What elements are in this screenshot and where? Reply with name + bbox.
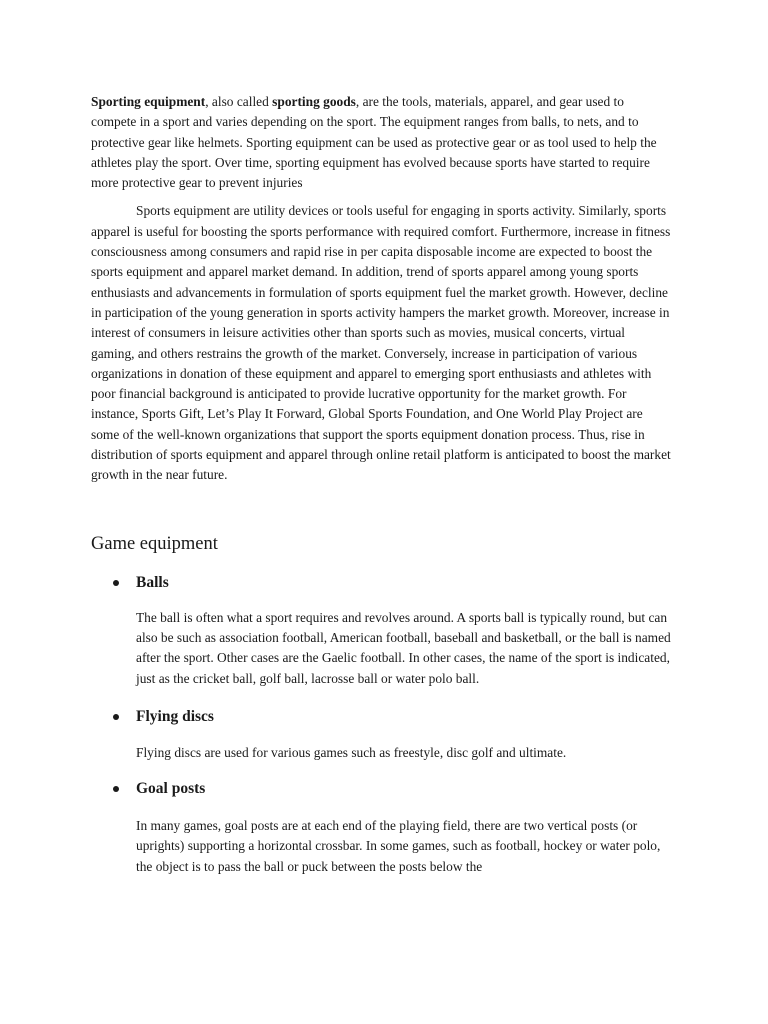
- document-page: [91, 92, 671, 877]
- bullet-heading-goal-posts: Goal posts: [136, 780, 206, 798]
- intro-term-sporting-equipment: Sporting equipment: [91, 94, 206, 109]
- intro-text-mid: , also called: [205, 94, 273, 109]
- bullet-item-goal-posts: [113, 778, 671, 800]
- section-heading-game-equipment: Game equipment: [91, 533, 218, 554]
- intro-paragraph: [91, 92, 671, 193]
- bullet-item-flying-discs: [113, 706, 671, 728]
- goal-posts-paragraph: In many games, goal posts are at each end of the playing field, there are two vertical posts (or uprights) supporting a horizontal crossbar. In some games, such as football, hockey or water polo, the object is to pass the ball or puck between the posts below the: [136, 818, 661, 874]
- intro-text-rest: , are the tools, materials, apparel, and gear used to compete in a sport and varies depending on the sport. The equipment ranges from balls, to nets, and to protective gear like helmets. Sporting equipment can be used as protective gear or as tool used to help the athletes play the sport. Over time, sporting equipment has evolved because sports have started to require more protective gear to prevent injuries: [91, 94, 657, 191]
- bullet-heading-flying-discs: Flying discs: [136, 707, 214, 725]
- balls-paragraph: The ball is often what a sport requires and revolves around. A sports ball is typically round, but can also be such as association football, American football, baseball and basketball, or the ball is named after the sport. Other cases are the Gaelic football. In other cases, the name of the sport is indicated, just as the cricket ball, golf ball, lacrosse ball or water polo ball.: [136, 609, 671, 686]
- bullet-icon: [113, 714, 119, 720]
- bullet-heading-balls: Balls: [136, 573, 169, 591]
- flying-discs-paragraph: Flying discs are used for various games such as freestyle, disc golf and ultimate.: [136, 744, 567, 760]
- intro-term-sporting-goods: sporting goods: [272, 94, 356, 109]
- bullet-icon: [113, 580, 119, 586]
- bullet-icon: [113, 786, 119, 792]
- bullet-item-balls: [113, 572, 671, 594]
- market-paragraph: Sports equipment are utility devices or tools useful for engaging in sports activity. Similarly, sports apparel is useful for boosting the sports performance with required comfort. Furthermore, increase in fitness consciousness among consumers and rapid rise in per capita disposable income are expected to boost the sports equipment and apparel market demand. In addition, trend of sports apparel among young sports enthusiasts and advancements in formulation of sports equipment fuel the market growth. However, decline in participation of the young generation in sports activity hampers the market growth. Moreover, increase in interest of consumers in leisure activities other than sports such as movies, musical concerts, virtual gaming, and others restrains the growth of the market. Conversely, increase in participation of various organizations in donation of these equipment and apparel to emerging sport enthusiasts and athletes with poor financial background is anticipated to provide lucrative opportunity for the market growth. For instance, Sports Gift, Let’s Play It Forward, Global Sports Foundation, and One World Play Project are some of the well-known organizations that support the sports equipment donation process. Thus, rise in distribution of sports equipment and apparel through online retail platform is anticipated to boost the market growth in the near future.: [91, 203, 671, 483]
